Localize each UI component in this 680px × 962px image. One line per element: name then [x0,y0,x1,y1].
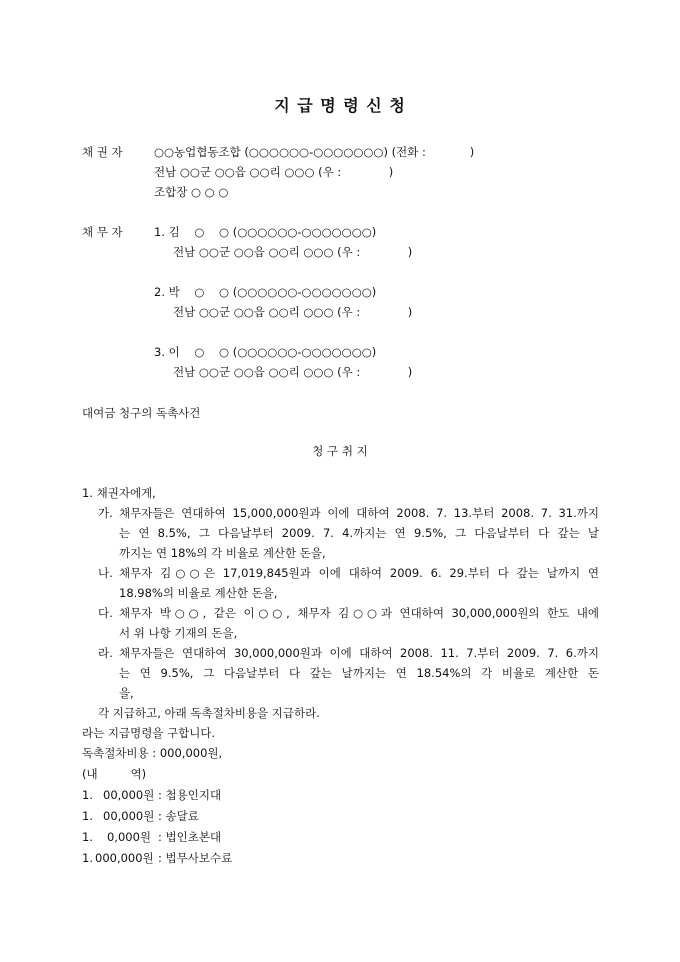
cost-item-1-desc: : 첩용인지대 [158,788,222,802]
claim-da-mark: 다. [98,606,113,620]
debtor-1-address-line: 전남 ○○군 ○○읍 ○○리 ○○○ (우 : ) [173,245,413,259]
costs-total-line: 독촉절차비용 : 000,000원, [82,746,223,760]
costs-breakdown-label: (내 역) [82,767,147,781]
cost-item-3-desc: : 법인초본대 [158,830,222,844]
claim-ra-line-1: 채무자들은 연대하여 30,000,000원과 이에 대하여 2008. 11. 7.부터 2009. 7. 6.까지 [119,646,599,660]
debtor-3-address-line: 전남 ○○군 ○○읍 ○○리 ○○○ (우 : ) [173,365,413,379]
claim-na-line-2: 18.98%의 비율로 계산한 돈을, [119,586,278,600]
debtor-1-name-line: 1. 김 ○ ○ (○○○○○○-○○○○○○○) [154,225,377,239]
claim-ra-mark: 라. [98,646,113,660]
cost-item-4-amount: 000,000원 [95,851,154,865]
cost-item-4-no: 1. [82,851,93,865]
creditor-address-line: 전남 ○○군 ○○읍 ○○리 ○○○ (우 : ) [154,165,394,179]
cost-item-1-amount: 00,000원 [103,788,155,802]
claim-ga-line-1: 채무자들은 연대하여 15,000,000원과 이에 대하여 2008. 7. 13.부터 2008. 7. 31.까지 [119,506,599,520]
claim-request-line: 라는 지급명령을 구합니다. [82,726,216,740]
creditor-name-line: ○○농업협동조합 (○○○○○○-○○○○○○○) (전화 : ) [154,145,475,159]
claim-ra-line-2: 는 연 9.5%, 그 다음날부터 다 갚는 날까지는 연 18.54%의 각 비율로 계산한 돈 [119,666,599,680]
cost-item-2-no: 1. [82,809,93,823]
claim-heading: 청 구 취 지 [312,444,368,458]
case-name: 대여금 청구의 독촉사건 [82,406,201,420]
cost-item-3-amount: 0,000원 [106,830,151,844]
claim-na-line-1: 채무자 김○○은 17,019,845원과 이에 대하여 2009. 6. 29.부터 다 갚는 날까지 연 [119,566,599,580]
claim-da-line-1: 채무자 박○○, 같은 이○○, 채무자 김○○과 연대하여 30,000,000원의 한도 내에 [119,606,599,620]
document-title: 지 급 명 령 신 청 [274,96,406,115]
claim-ga-line-2: 는 연 8.5%, 그 다음날부터 2009. 7. 4.까지는 연 9.5%, 그 다음날부터 다 갚는 날 [119,526,599,540]
cost-item-2-desc: : 송달료 [158,809,199,823]
creditor-label: 채 권 자 [82,145,123,159]
claim-na-mark: 나. [98,566,113,580]
claim-da-line-2: 서 위 나항 기재의 돈을, [119,626,238,640]
cost-item-1-no: 1. [82,788,93,802]
debtor-2-address-line: 전남 ○○군 ○○읍 ○○리 ○○○ (우 : ) [173,305,413,319]
claim-item-1: 1. 채권자에게, [82,486,156,500]
cost-item-2-amount: 00,000원 [103,809,155,823]
claim-pay-line: 각 지급하고, 아래 독촉절차비용을 지급하라. [98,706,320,720]
claim-ga-mark: 가. [98,506,113,520]
debtor-label: 채 무 자 [82,225,123,239]
debtor-3-name-line: 3. 이 ○ ○ (○○○○○○-○○○○○○○) [154,345,377,359]
claim-ra-line-3: 을, [119,686,134,700]
debtor-2-name-line: 2. 박 ○ ○ (○○○○○○-○○○○○○○) [154,285,377,299]
cost-item-3-no: 1. [82,830,93,844]
creditor-representative-line: 조합장 ○ ○ ○ [154,185,229,199]
claim-ga-line-3: 까지는 연 18%의 각 비율로 계산한 돈을, [119,546,326,560]
cost-item-4-desc: : 법무사보수료 [158,851,233,865]
